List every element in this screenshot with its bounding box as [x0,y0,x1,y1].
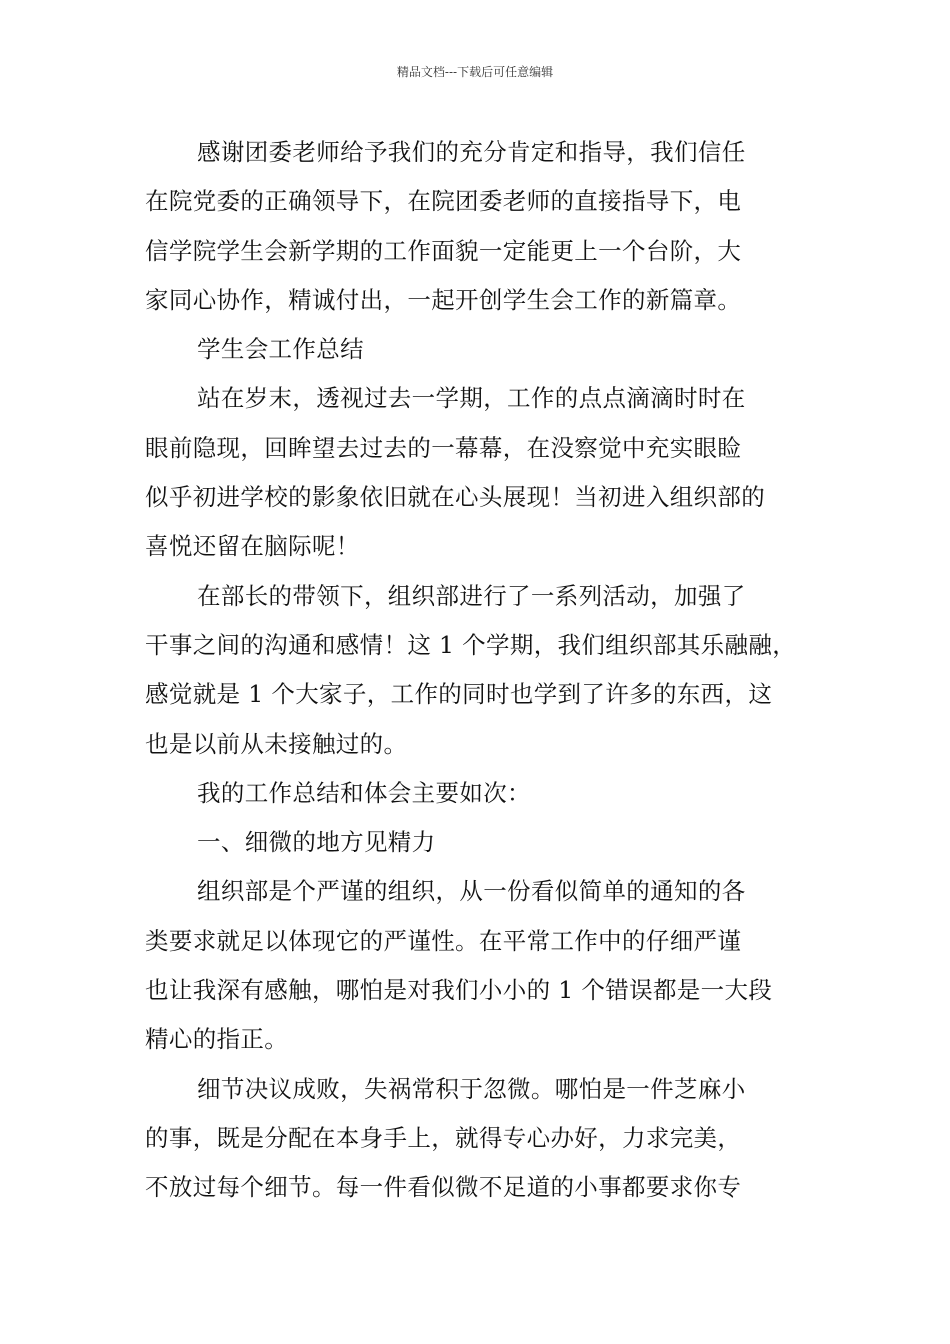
text-line: 喜悦还留在脑际呢！ [145,532,360,561]
text-line: 类要求就足以体现它的严谨性。在平常工作中的仔细严谨 [145,926,742,955]
text-line: 眼前隐现，回眸望去过去的一幕幕，在没察觉中充实眼睑 [145,433,742,462]
text-line: 精心的指正。 [145,1025,289,1054]
paragraph [145,1065,815,1213]
text-line: 感谢团委老师给予我们的充分肯定和指导，我们信任 [197,138,746,166]
text-line: 感觉就是 1 个大家子，工作的同时也学到了许多的东西，这 [145,680,773,709]
text-line: 不放过每个细节。每一件看似微不足道的小事都要求你专 [145,1173,742,1202]
document-body [145,128,815,1213]
text-line: 组织部是个严谨的组织，从一份看似简单的通知的各 [197,877,746,906]
text-line: 我的工作总结和体会主要如次： [197,778,531,807]
text-line: 干事之间的沟通和感情！这 1 个学期，我们组织部其乐融融， [145,630,797,659]
paragraph [145,128,815,325]
paragraph [145,769,815,818]
text-line: 细节决议成败，失祸常积于忽微。哪怕是一件芝麻小 [197,1074,746,1103]
page-header: 精品文档---下载后可任意编辑 [396,65,554,79]
section-heading [145,325,815,374]
heading-line: 一、细微的地方见精力 [197,828,436,857]
section-heading [145,818,815,867]
paragraph [145,374,815,571]
text-line: 也让我深有感触，哪怕是对我们小小的 1 个错误都是一大段 [145,976,773,1005]
text-line: 似乎初进学校的影象依旧就在心头展现！当初进入组织部的 [145,483,766,512]
heading-line: 学生会工作总结 [197,335,364,364]
text-line: 信学院学生会新学期的工作面貌一定能更上一个台阶，大 [145,236,742,265]
text-line: 在院党委的正确领导下，在院团委老师的直接指导下，电 [145,187,742,216]
text-line: 家同心协作，精诚付出，一起开创学生会工作的新篇章。 [145,285,742,314]
text-line: 站在岁末，透视过去一学期，工作的点点滴滴时时在 [197,384,746,413]
paragraph [145,867,815,1064]
paragraph [145,572,815,769]
text-line: 的事，既是分配在本身手上，就得专心办好，力求完美， [145,1123,742,1152]
text-line: 也是以前从未接触过的。 [145,729,408,758]
text-line: 在部长的带领下，组织部进行了一系列活动，加强了 [197,581,746,610]
